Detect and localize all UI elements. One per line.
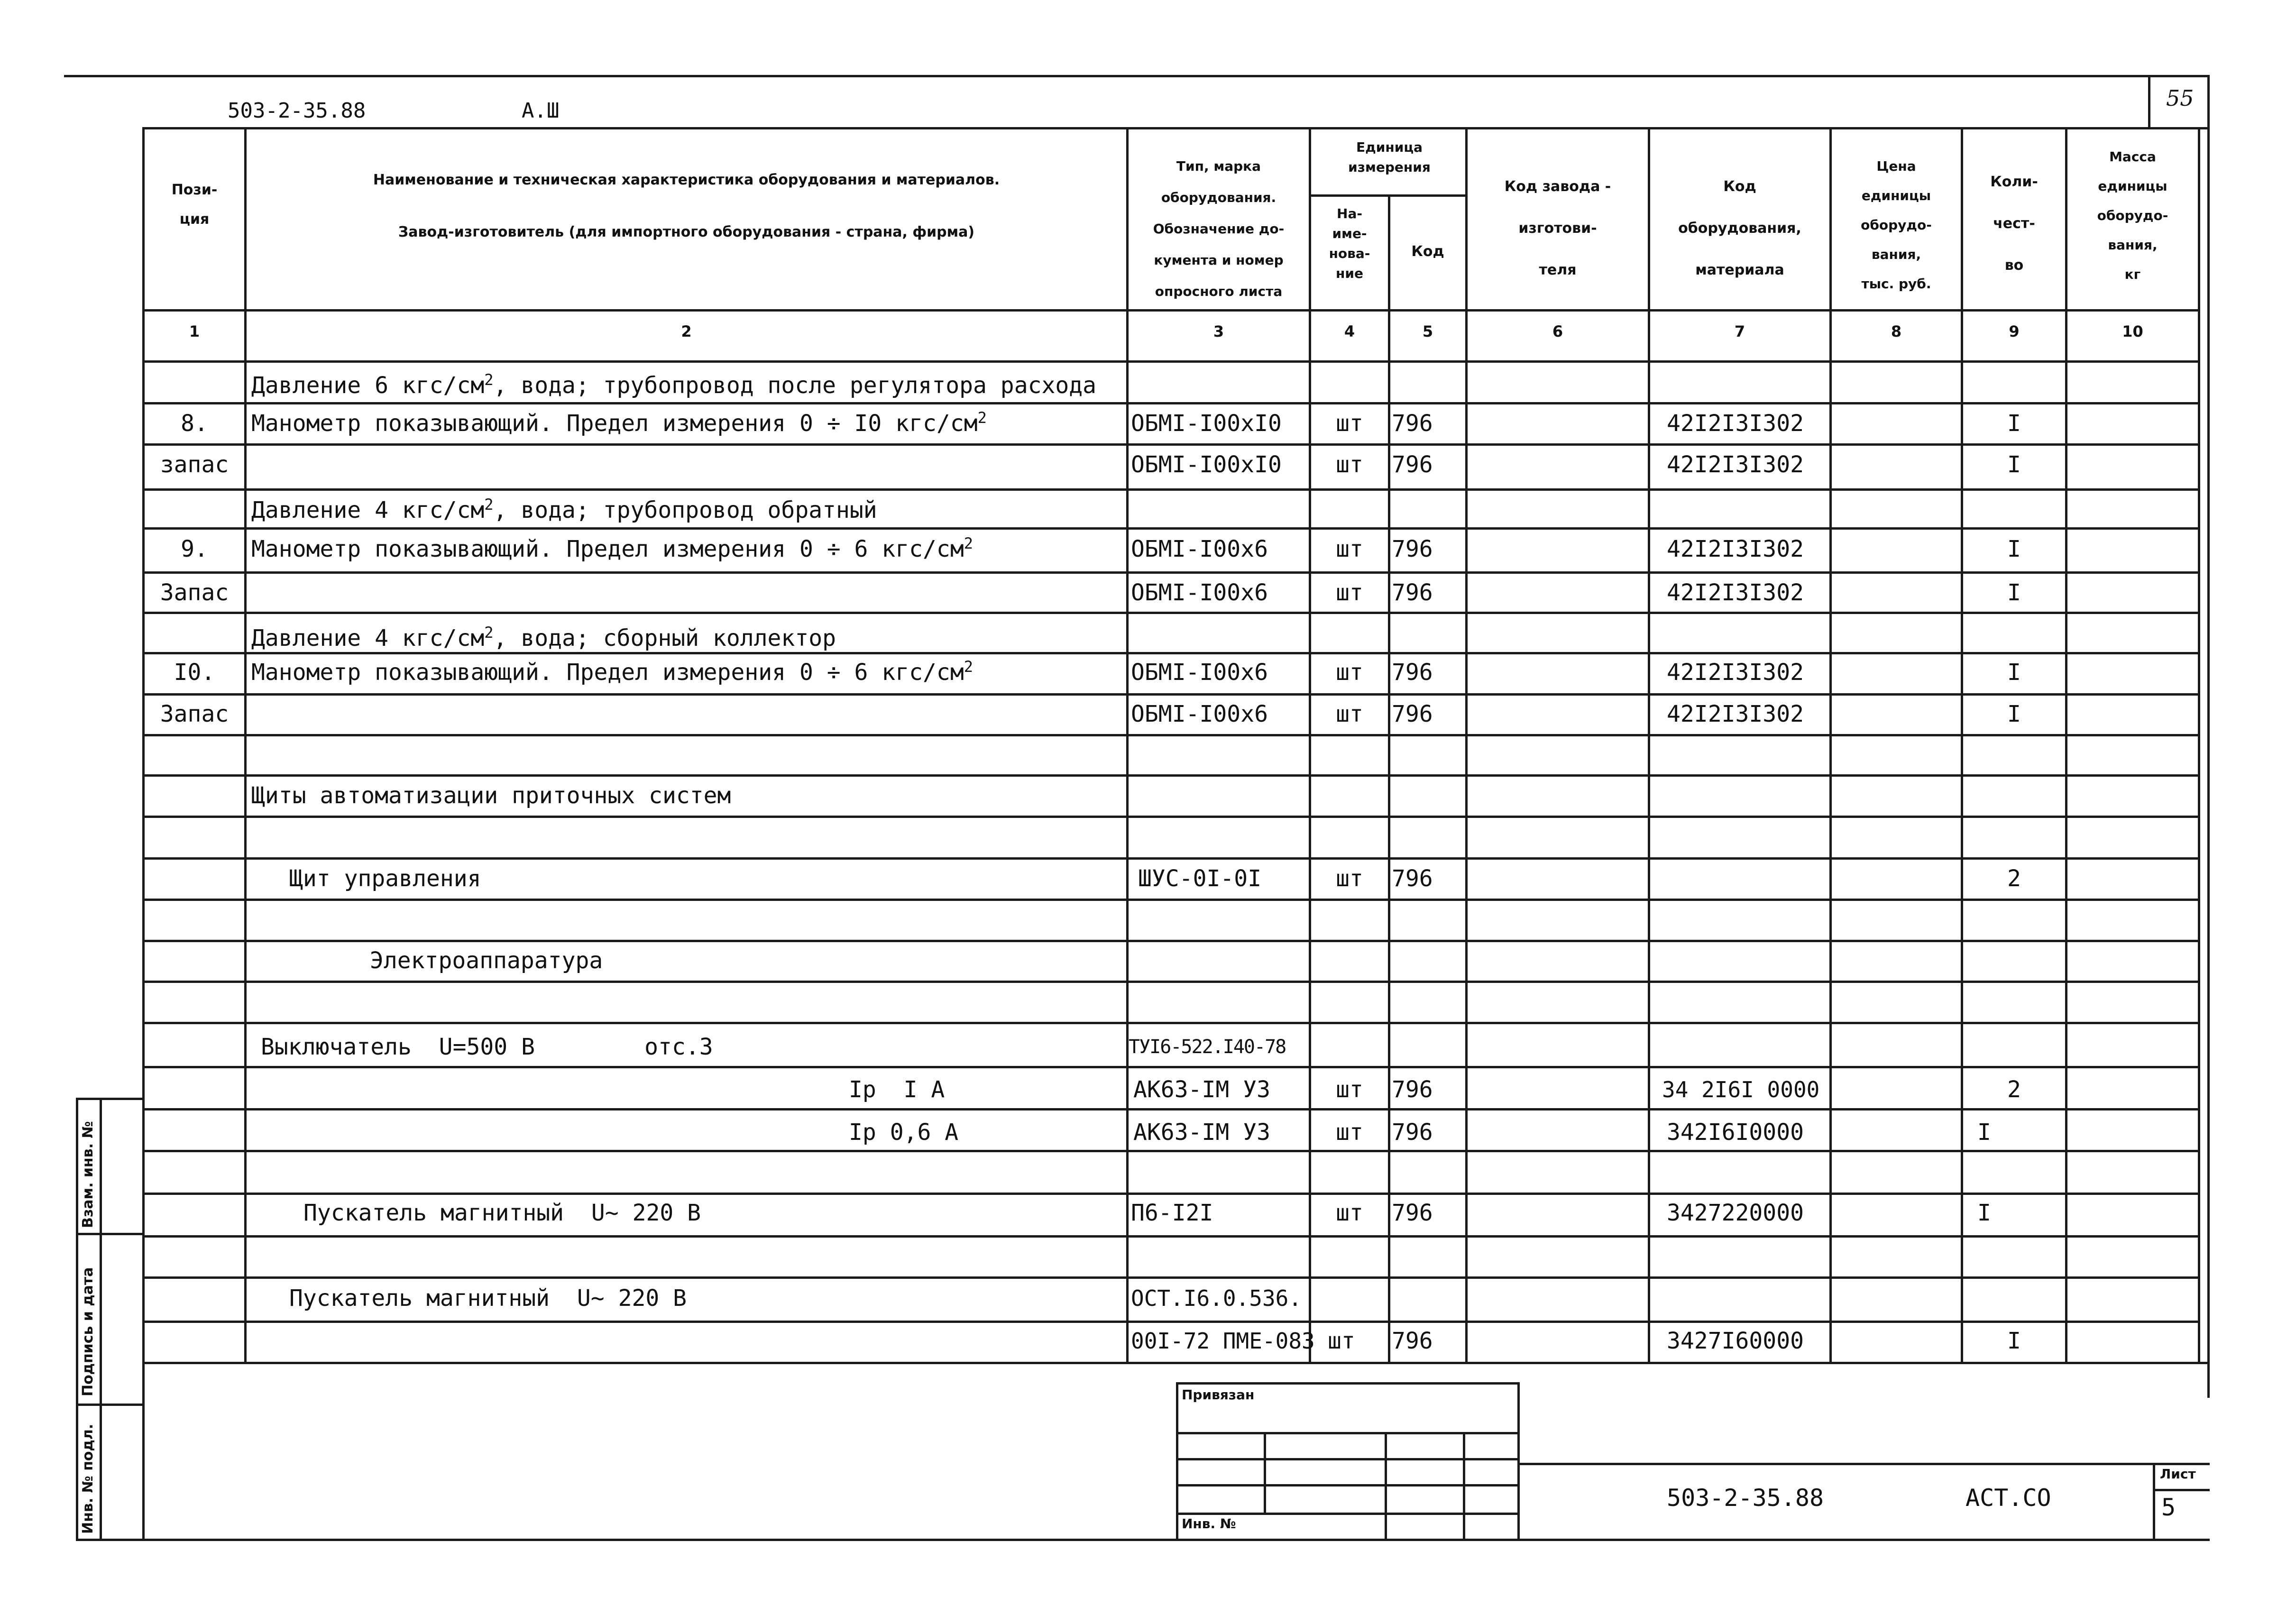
row-8-position: Запас	[160, 701, 229, 727]
row-8-equipment-code: 42I2I3I302	[1667, 701, 1804, 727]
col-line-10	[2198, 127, 2200, 1362]
row-sep	[142, 1235, 2200, 1238]
header-mass: Масса единицы оборудо- вания, кг	[2097, 149, 2168, 282]
row-7-quantity: I	[2007, 659, 2021, 686]
sheet-num-box	[2148, 75, 2150, 127]
row-17-type: 00I-72 ПМЕ-083	[1131, 1328, 1315, 1354]
row-10-name: Щит управления	[289, 865, 481, 892]
colnum-1: 1	[189, 322, 200, 340]
header-price: Цена единицы оборудо- вания, тыс. руб.	[1861, 158, 1932, 292]
row-12-name: Выключатель U=500 В отс.3	[261, 1034, 713, 1060]
row-2-unit: шт	[1336, 451, 1363, 478]
row-sep	[142, 1022, 2200, 1024]
row-14-unit-code: 796	[1392, 1119, 1433, 1146]
row-10-unit: шт	[1336, 865, 1363, 892]
row-2-position: запас	[160, 451, 229, 478]
stamp-line	[1176, 1382, 1178, 1541]
row-1-position: 8.	[181, 410, 208, 437]
row-sep	[142, 1108, 2200, 1110]
row-12-type: ТУI6-522.I40-78	[1129, 1036, 1286, 1058]
row-sep	[142, 981, 2200, 983]
row-sep	[142, 1066, 2200, 1068]
row-7-position: I0.	[174, 659, 215, 686]
side-strip-left	[76, 1098, 78, 1541]
colnum-bottom	[142, 360, 2200, 363]
side-label-signature-date: Подпись и дата	[80, 1267, 96, 1396]
title-block-line	[2153, 1489, 2210, 1491]
title-block-code: 503-2-35.88	[1667, 1484, 1824, 1512]
row-sep	[142, 774, 2200, 777]
stamp-inv-label: Инв. №	[1182, 1516, 1236, 1532]
row-5-unit: шт	[1336, 579, 1363, 606]
side-label-replacement-inv: Взам. инв. №	[80, 1121, 96, 1228]
stamp-line	[1264, 1432, 1266, 1513]
colnum-2: 2	[681, 322, 692, 340]
row-sep	[142, 693, 2200, 696]
colnum-5: 5	[1422, 322, 1433, 340]
row-8-unit: шт	[1336, 701, 1363, 727]
col-line-2	[1126, 127, 1129, 1362]
row-13-unit-code: 796	[1392, 1076, 1433, 1103]
row-1-unit-code: 796	[1392, 410, 1433, 437]
colnum-4: 4	[1344, 322, 1355, 340]
row-1-type: ОБМI-I00хI0	[1131, 410, 1282, 437]
row-sep	[142, 1321, 2200, 1323]
header-name-line1: Наименование и техническая характеристика оборудования и материалов.	[373, 172, 1000, 188]
row-sep	[142, 1276, 2200, 1279]
title-block-sheet-number: 5	[2161, 1494, 2176, 1521]
row-5-unit-code: 796	[1392, 579, 1433, 606]
col-line-4	[1388, 194, 1390, 1362]
row-10-quantity: 2	[2007, 865, 2021, 892]
row-8-quantity: I	[2007, 701, 2021, 727]
row-15-unit-code: 796	[1392, 1200, 1433, 1226]
row-17-unit-code: 796	[1392, 1328, 1433, 1354]
row-7-equipment-code: 42I2I3I302	[1667, 659, 1804, 686]
row-sep	[142, 612, 2200, 614]
row-14-name: Iр 0,6 А	[849, 1119, 959, 1146]
row-1-equipment-code: 42I2I3I302	[1667, 410, 1804, 437]
row-sep	[142, 899, 2200, 901]
row-sep	[142, 527, 2200, 530]
row-15-quantity: I	[1977, 1200, 1991, 1226]
col-line-3	[1309, 127, 1311, 1362]
frame-corner	[2148, 75, 2210, 77]
title-block-line	[1517, 1463, 2210, 1465]
row-13-name: Iр I А	[849, 1076, 945, 1103]
colnum-3: 3	[1213, 322, 1224, 340]
row-16-name: Пускатель магнитный U~ 220 В	[289, 1285, 687, 1312]
col-line-9	[2065, 127, 2067, 1362]
row-8-type: ОБМI-I00х6	[1131, 701, 1268, 727]
stamp-line	[1176, 1513, 1520, 1515]
frame-right-outer	[2207, 75, 2210, 1398]
row-3-name: Давление 4 кгс/$см^2$, вода; трубопровод обратный	[251, 495, 877, 523]
title-block-sheet-label: Лист	[2160, 1466, 2196, 1482]
row-4-position: 9.	[181, 536, 208, 562]
col-line-6	[1648, 127, 1650, 1362]
col-line-8	[1961, 127, 1963, 1362]
header-unit-code: Код	[1411, 243, 1444, 260]
stamp-line	[1176, 1432, 1520, 1434]
row-8-unit-code: 796	[1392, 701, 1433, 727]
row-2-quantity: I	[2007, 451, 2021, 478]
col-line-5	[1465, 127, 1468, 1362]
row-sep	[142, 1193, 2200, 1195]
row-15-unit: шт	[1336, 1200, 1363, 1226]
frame-bottom	[76, 1539, 2210, 1541]
row-16-type: ОСТ.I6.0.536.	[1131, 1285, 1302, 1311]
row-4-unit-code: 796	[1392, 536, 1433, 562]
header-name-line2: Завод-изготовитель (для импортного оборудования - страна, фирма)	[398, 224, 975, 240]
row-7-name: Манометр показывающий. Предел измерения 0 ÷ 6 кгс/$см^2$	[251, 658, 973, 686]
header-bottom	[142, 309, 2200, 312]
stamp-line	[1176, 1484, 1520, 1486]
frame-top	[64, 75, 2210, 77]
header-maker-code: Код завода - изготови- теля	[1504, 178, 1611, 278]
row-1-unit: шт	[1336, 410, 1363, 437]
row-13-quantity: 2	[2007, 1076, 2021, 1103]
row-5-type: ОБМI-I00х6	[1131, 579, 1268, 606]
header-quantity: Коли- чест- во	[1990, 174, 2038, 274]
row-17-quantity: I	[2007, 1328, 2021, 1354]
row-4-equipment-code: 42I2I3I302	[1667, 536, 1804, 562]
stamp-line	[1176, 1382, 1520, 1385]
col-line-1	[244, 127, 247, 1362]
colnum-7: 7	[1734, 322, 1745, 340]
colnum-10: 10	[2122, 322, 2143, 340]
row-7-type: ОБМI-I00х6	[1131, 659, 1268, 686]
unit-group-divider	[1309, 194, 1468, 197]
album-label: А.Ш	[522, 99, 560, 123]
row-4-type: ОБМI-I00х6	[1131, 536, 1268, 562]
stamp-line	[1176, 1458, 1520, 1460]
stamp-line	[1517, 1382, 1520, 1541]
row-5-quantity: I	[2007, 579, 2021, 606]
colnum-9: 9	[2009, 322, 2020, 340]
row-11-name: Электроаппаратура	[370, 947, 603, 974]
row-2-equipment-code: 42I2I3I302	[1667, 451, 1804, 478]
side-strip-sep	[76, 1233, 142, 1235]
title-block-mark: АСТ.СО	[1965, 1484, 2051, 1512]
row-15-equipment-code: 3427220000	[1667, 1200, 1804, 1226]
row-13-equipment-code: 34 2I6I 0000	[1662, 1077, 1820, 1102]
row-14-equipment-code: 342I6I0000	[1667, 1119, 1804, 1146]
row-sep	[142, 816, 2200, 818]
header-unit-group: Единица измерения	[1348, 139, 1431, 175]
row-5-position: Запас	[160, 579, 229, 606]
row-10-unit-code: 796	[1392, 865, 1433, 892]
title-block-line	[2153, 1463, 2155, 1541]
sheet-number-handwritten: 55	[2166, 85, 2194, 111]
document-code-top: 503-2-35.88	[228, 99, 366, 123]
row-4-name: Манометр показывающий. Предел измерения 0 ÷ 6 кгс/$см^2$	[251, 534, 973, 562]
row-sep	[142, 857, 2200, 860]
row-17-equipment-code: 3427I60000	[1667, 1328, 1804, 1354]
side-strip-mid	[100, 1098, 102, 1541]
row-0-name: Давление 6 кгс/$см^2$, вода; трубопровод после регулятора расхода	[251, 371, 1097, 399]
stamp-line	[1385, 1432, 1387, 1541]
row-14-quantity: I	[1977, 1119, 1991, 1146]
row-15-type: П6-I2I	[1131, 1200, 1213, 1226]
row-5-equipment-code: 42I2I3I302	[1667, 579, 1804, 606]
row-sep	[142, 734, 2200, 736]
colnum-8: 8	[1891, 322, 1902, 340]
row-14-unit: шт	[1336, 1119, 1363, 1146]
row-13-unit: шт	[1336, 1076, 1363, 1103]
row-sep	[142, 571, 2200, 574]
header-unit-name: На- име- нова- ние	[1329, 206, 1370, 281]
stamp-line	[1463, 1432, 1465, 1541]
side-strip-sep	[76, 1098, 142, 1100]
row-14-type: АК63-IМ УЗ	[1133, 1119, 1270, 1146]
colnum-6: 6	[1552, 322, 1563, 340]
table-top	[142, 127, 2210, 129]
header-position: Пози- ция	[171, 182, 218, 228]
row-1-name: Манометр показывающий. Предел измерения 0 ÷ I0 кгс/$см^2$	[251, 409, 987, 437]
side-label-original-inv: Инв. № подл.	[80, 1423, 96, 1534]
row-2-unit-code: 796	[1392, 451, 1433, 478]
table-bottom	[142, 1362, 2210, 1364]
row-sep	[142, 443, 2200, 446]
row-17-unit: шт	[1328, 1328, 1355, 1354]
row-7-unit-code: 796	[1392, 659, 1433, 686]
header-type: Тип, марка оборудования. Обозначение до- кумента и номер опросного листа	[1153, 158, 1285, 299]
row-9-name: Щиты автоматизации приточных систем	[251, 782, 731, 809]
row-2-type: ОБМI-I00хI0	[1131, 451, 1282, 478]
row-6-name: Давление 4 кгс/$см^2$, вода; сборный коллектор	[251, 624, 836, 651]
row-sep	[142, 488, 2200, 491]
row-1-quantity: I	[2007, 410, 2021, 437]
row-sep	[142, 402, 2200, 404]
row-sep	[142, 1150, 2200, 1152]
row-10-type: ШУС-0I-0I	[1138, 865, 1262, 892]
header-equipment-code: Код оборудования, материала	[1678, 178, 1801, 278]
row-13-type: АК63-IМ УЗ	[1133, 1076, 1270, 1103]
side-strip-sep	[76, 1404, 142, 1406]
row-sep	[142, 940, 2200, 942]
stamp-bound-label: Привязан	[1182, 1387, 1255, 1403]
col-line-7	[1829, 127, 1832, 1362]
row-sep	[142, 652, 2200, 654]
row-15-name: Пускатель магнитный U~ 220 В	[303, 1200, 701, 1226]
row-7-unit: шт	[1336, 659, 1363, 686]
row-4-unit: шт	[1336, 536, 1363, 562]
row-4-quantity: I	[2007, 536, 2021, 562]
